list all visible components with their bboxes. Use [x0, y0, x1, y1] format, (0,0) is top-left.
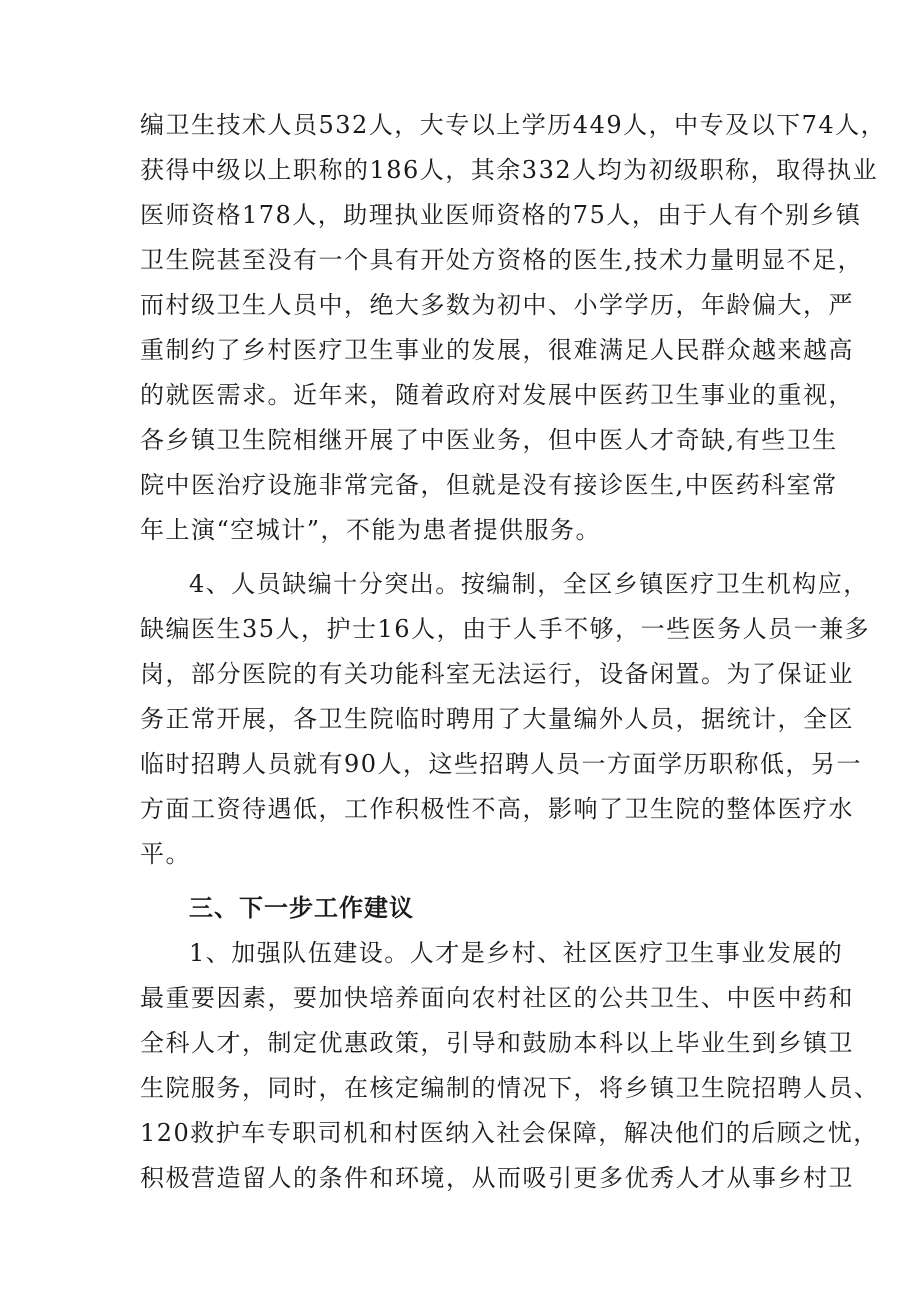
text-line: 年上演“空城计”，不能为患者提供服务。 [140, 516, 602, 544]
text-line: 编卫生技术人员532人，大专以上学历449人，中专及以下74人， [140, 111, 887, 139]
text-line: 医师资格178人，助理执业医师资格的75人，由于人有个别乡镇 [140, 201, 862, 229]
text-line: 缺编医生35人，护士16人，由于人手不够，一些医务人员一兼多 [140, 615, 871, 643]
paragraph-team-building [140, 931, 880, 1201]
section-heading: 三、下一步工作建议 [189, 894, 414, 922]
text-line: 方面工资待遇低，工作积极性不高，影响了卫生院的整体医疗水 [140, 795, 854, 823]
text-line: 卫生院甚至没有一个具有开处方资格的医生,技术力量明显不足， [140, 246, 864, 274]
text-line: 平。 [140, 840, 191, 868]
text-line: 生院服务，同时，在核定编制的情况下，将乡镇卫生院招聘人员、 [140, 1074, 880, 1102]
text-line: 岗，部分医院的有关功能科室无法运行，设备闲置。为了保证业 [140, 660, 854, 688]
text-line: 临时招聘人员就有90人，这些招聘人员一方面学历职称低，另一 [140, 750, 863, 778]
text-line: 1、加强队伍建设。人才是乡村、社区医疗卫生事业发展的 [189, 939, 844, 967]
text-line: 积极营造留人的条件和环境，从而吸引更多优秀人才从事乡村卫 [140, 1164, 854, 1192]
text-line: 院中医治疗设施非常完备，但就是没有接诊医生,中医药科室常 [140, 471, 838, 499]
text-line: 务正常开展，各卫生院临时聘用了大量编外人员，据统计，全区 [140, 705, 854, 733]
text-line: 4、人员缺编十分突出。按编制，全区乡镇医疗卫生机构应， [189, 570, 869, 598]
text-line: 获得中级以上职称的186人，其余332人均为初级职称，取得执业 [140, 156, 879, 184]
document-body [140, 103, 887, 1201]
text-line: 各乡镇卫生院相继开展了中医业务，但中医人才奇缺,有些卫生 [140, 426, 838, 454]
text-line: 而村级卫生人员中，绝大多数为初中、小学学历，年龄偏大，严 [140, 291, 854, 319]
text-line: 最重要因素，要加快培养面向农村社区的公共卫生、中医中药和 [140, 984, 854, 1012]
text-line: 全科人才，制定优惠政策，引导和鼓励本科以上毕业生到乡镇卫 [140, 1029, 854, 1057]
paragraph-staff-qualifications [140, 103, 887, 553]
text-line: 重制约了乡村医疗卫生事业的发展，很难满足人民群众越来越高 [140, 336, 854, 364]
paragraph-staff-shortage [140, 562, 871, 877]
text-line: 的就医需求。近年来，随着政府对发展中医药卫生事业的重视， [140, 381, 854, 409]
text-line: 120救护车专职司机和村医纳入社会保障，解决他们的后顾之忧， [140, 1119, 879, 1147]
